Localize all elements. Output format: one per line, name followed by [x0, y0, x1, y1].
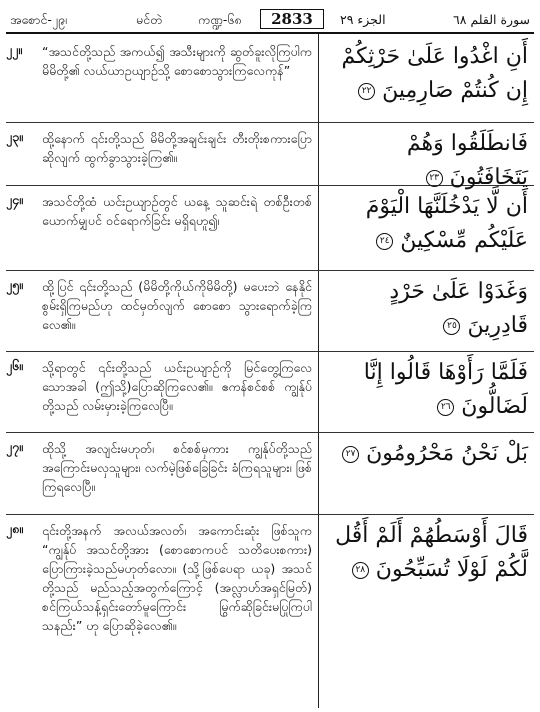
- verse-translation: ထို့ပြင် ၎င်းတို့သည် (မိမိတို့ကိုယ်ကိုမိမိတို့) မပေးဘဲ နေနိုင်စွမ်းရှိကြမည်ဟု ထင်မှတ်လျက် စောစော သွားရောက်ခဲ့ကြလေ၏။: [42, 279, 312, 332]
- verse-row: [6, 123, 534, 190]
- verse-arabic: قَالَ أَوْسَطُهُمْ أَلَمْ أَقُل لَّكُمْ لَوْلَا تُسَبِّحُونَ ٢٨: [335, 523, 528, 582]
- page-number: 2833: [260, 9, 324, 29]
- surah-title: سورة القلم ٦٨: [453, 12, 530, 27]
- verse-row: [6, 433, 534, 515]
- verse-arabic: وَغَدَوْا عَلَىٰ حَرْدٍ قَادِرِينَ ٢٥: [389, 279, 528, 338]
- verse-translation: “အသင်တို့သည် အကယ်၍ အသီးများကို ဆွတ်ခူးလိုကြပါက မိမိတို့၏ လယ်ယာဥယျာဉ်သို့ စောစောသွားကြလေကုန်”: [42, 44, 312, 78]
- ayah-marker: ٢٣: [426, 170, 443, 187]
- ayah-marker: ٢٥: [443, 318, 460, 335]
- page-header: [6, 8, 534, 34]
- book-label: အစောင်-၂၉၊: [10, 12, 68, 27]
- verse-arabic: بَلْ نَحْنُ مَحْرُومُونَ ٢٧: [324, 437, 534, 471]
- verse-translation: ထိုသို့ အလျင်းမဟုတ်၊ စင်စစ်မှကား ကျွန်ုပ်တို့သည် အကြောင်းမလှသူများ၊ လက်မဲ့ဖြစ်ခြေခြင်း ခံကြရသူများ၊ ဖြစ်ကြရလေပြီ။: [42, 441, 312, 494]
- verse-translation: ထို့နောက် ၎င်းတို့သည် မိမိတို့အချင်းချင်း တီးတိုးစကားပြောဆိုလျက် ထွက်ခွာသွားခဲ့ကြ၏။: [42, 131, 312, 165]
- ayah-marker: ٢٢: [358, 83, 375, 100]
- verse-row: [6, 186, 534, 271]
- verse-row: [6, 36, 534, 123]
- verse-number: ၂၈။: [6, 521, 24, 536]
- verse-translation: သို့ရာတွင် ၎င်းတို့သည် ယင်းဥယျာဉ်ကို မြင်တွေ့ကြလေသောအခါ (ဤသို့)ပြောဆိုကြလေ၏။ ဧကန်စင်စစ် ကျွန်ုပ်တို့သည် လမ်းမှားခဲ့ကြလေပြီ။: [42, 360, 312, 413]
- verse-arabic: فَلَمَّا رَأَوْهَا قَالُوا إِنَّا لَضَالُّونَ ٢٦: [363, 360, 528, 419]
- verse-translation: ၎င်းတို့အနက် အလယ်အလတ်၊ အကောင်းဆုံး ဖြစ်သူက “ကျွန်ုပ် အသင်တို့အား (စောစောကပင် သတိပေးစကား) ပြောကြားခဲ့သည်မဟုတ်လော။ (သို့ဖြစ်ပေရာ ယခု) အသင်တို့သည် မည်သည့်အတွက်ကြောင့် (အလ္လာဟ်အရှင်မြတ်) စင်ကြယ်သန့်ရှင်းတော်မူကြောင်း မြွက်ဆိုခြင်းမပြုကြပါသနည်း” ဟု ပြောဆိုခဲ့လေ၏။: [42, 523, 312, 633]
- verse-arabic: أَنِ اغْدُوا عَلَىٰ حَرْثِكُمْ إِن كُنتُمْ صَارِمِينَ ٢٢: [341, 44, 528, 103]
- ayah-marker: ٢٦: [437, 399, 454, 416]
- verse-number: ၂၇။: [6, 439, 23, 454]
- juz-arabic: الجزء ٢٩: [340, 12, 386, 27]
- ayah-marker: ٢٨: [352, 562, 369, 579]
- verse-number: ၂၃။: [6, 129, 23, 144]
- verse-arabic: أَن لَّا يَدْخُلَنَّهَا الْيَوْمَ عَلَيْكُم مِّسْكِينٌ ٢٤: [365, 194, 528, 253]
- chapter-label: မင်တဲ: [136, 12, 163, 27]
- ayah-marker: ٢٧: [342, 446, 359, 463]
- verse-row: [6, 515, 534, 707]
- verse-number: ၂၆။: [6, 358, 23, 373]
- verse-number: ၂၂။: [6, 42, 23, 57]
- ayah-marker: ٢٤: [376, 233, 393, 250]
- verse-translation: အသင်တို့ထံ ယင်းဥယျာဉ်တွင် ယနေ့ သူဆင်းရဲ တစ်ဦးတစ်ယောက်မျှပင် ဝင်ရောက်ခြင်း မရှိရဟူ၍၊: [42, 194, 312, 228]
- verse-number: ၂၄။: [6, 192, 23, 207]
- juz-label: ကဏ္ဍ-၆၈: [198, 12, 242, 27]
- verse-arabic: فَانطَلَقُوا وَهُمْ يَتَخَافَتُونَ ٢٣: [406, 131, 528, 190]
- verse-row: [6, 271, 534, 352]
- verse-number: ၂၅။: [6, 277, 23, 292]
- verse-row: [6, 352, 534, 433]
